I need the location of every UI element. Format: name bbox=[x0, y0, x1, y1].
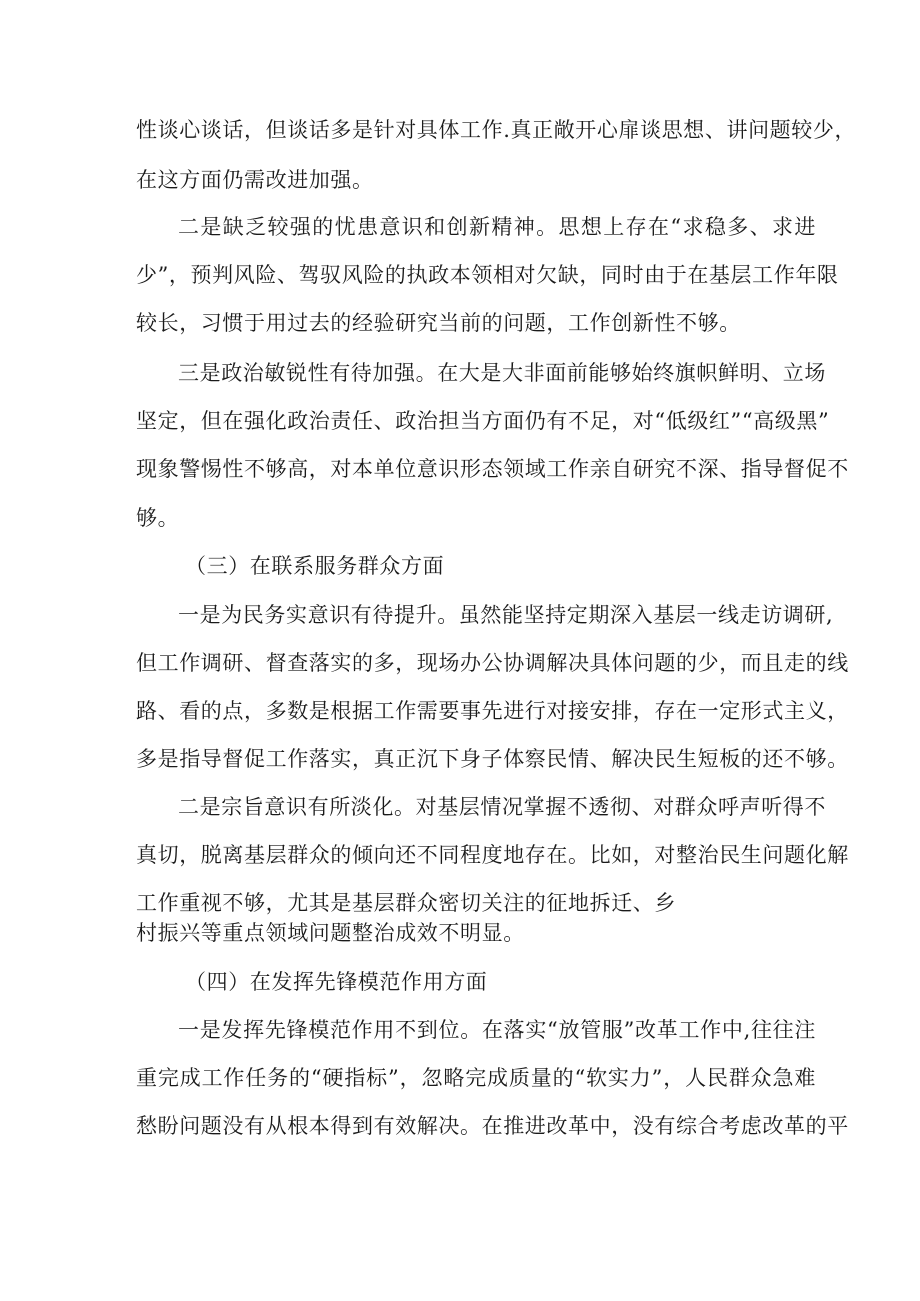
body-text-line: 坚定，但在强化政治责任、政治担当方面仍有不足，对“低级红”“高级黑” bbox=[136, 409, 830, 433]
paragraph-first-line: 二是缺乏较强的忧患意识和创新精神。思想上存在“求稳多、求进 bbox=[178, 215, 816, 239]
body-text-line: 多是指导督促工作落实，真正沉下身子体察民情、解决民生短板的还不够。 bbox=[136, 747, 849, 771]
paragraph-first-line: 三是政治敏锐性有待加强。在大是大非面前能够始终旗帜鲜明、立场 bbox=[178, 361, 826, 385]
section-heading: （三）在联系服务群众方面 bbox=[185, 554, 445, 578]
section-heading: （四）在发挥先锋模范作用方面 bbox=[185, 970, 488, 994]
body-text-line: 但工作调研、督查落实的多，现场办公协调解决具体问题的少，而且走的线 bbox=[136, 651, 849, 675]
body-text-line: 较长，习惯于用过去的经验研究当前的问题，工作创新性不够。 bbox=[136, 311, 741, 335]
body-text-line: 性谈心谈话，但谈话多是针对具体工作.真正敞开心扉谈思想、讲问题较少， bbox=[136, 118, 857, 142]
body-text-line: 真切，脱离基层群众的倾向还不同程度地存在。比如，对整治民生问题化解 bbox=[136, 843, 849, 867]
body-text-line: 在这方面仍需改进加强。 bbox=[136, 168, 374, 192]
body-text-line: 现象警惕性不够高，对本单位意识形态领域工作亲自研究不深、指导督促不 bbox=[136, 457, 849, 481]
paragraph-first-line: 一是为民务实意识有待提升。虽然能坚持定期深入基层一线走访调研, bbox=[178, 603, 834, 627]
body-text-line: 够。 bbox=[136, 506, 180, 530]
body-text-line: 村振兴等重点领域问题整治成效不明显。 bbox=[136, 921, 525, 945]
body-text-line: 重完成工作任务的“硬指标”，忽略完成质量的“软实力”，人民群众急难 bbox=[136, 1066, 816, 1090]
body-text-line: 愁盼问题没有从根本得到有效解决。在推进改革中，没有综合考虑改革的平 bbox=[136, 1114, 849, 1138]
body-text-line: 工作重视不够，尤其是基层群众密切关注的征地拆迁、乡 bbox=[136, 891, 676, 915]
body-text-line: 少”，预判风险、驾驭风险的执政本领相对欠缺，同时由于在基层工作年限 bbox=[136, 263, 839, 287]
paragraph-first-line: 一是发挥先锋模范作用不到位。在落实“放管服”改革工作中,往往注 bbox=[178, 1018, 816, 1042]
paragraph-first-line: 二是宗旨意识有所淡化。对基层情况掌握不透彻、对群众呼声听得不 bbox=[178, 795, 826, 819]
body-text-line: 路、看的点，多数是根据工作需要事先进行对接安排，存在一定形式主义， bbox=[136, 699, 849, 723]
